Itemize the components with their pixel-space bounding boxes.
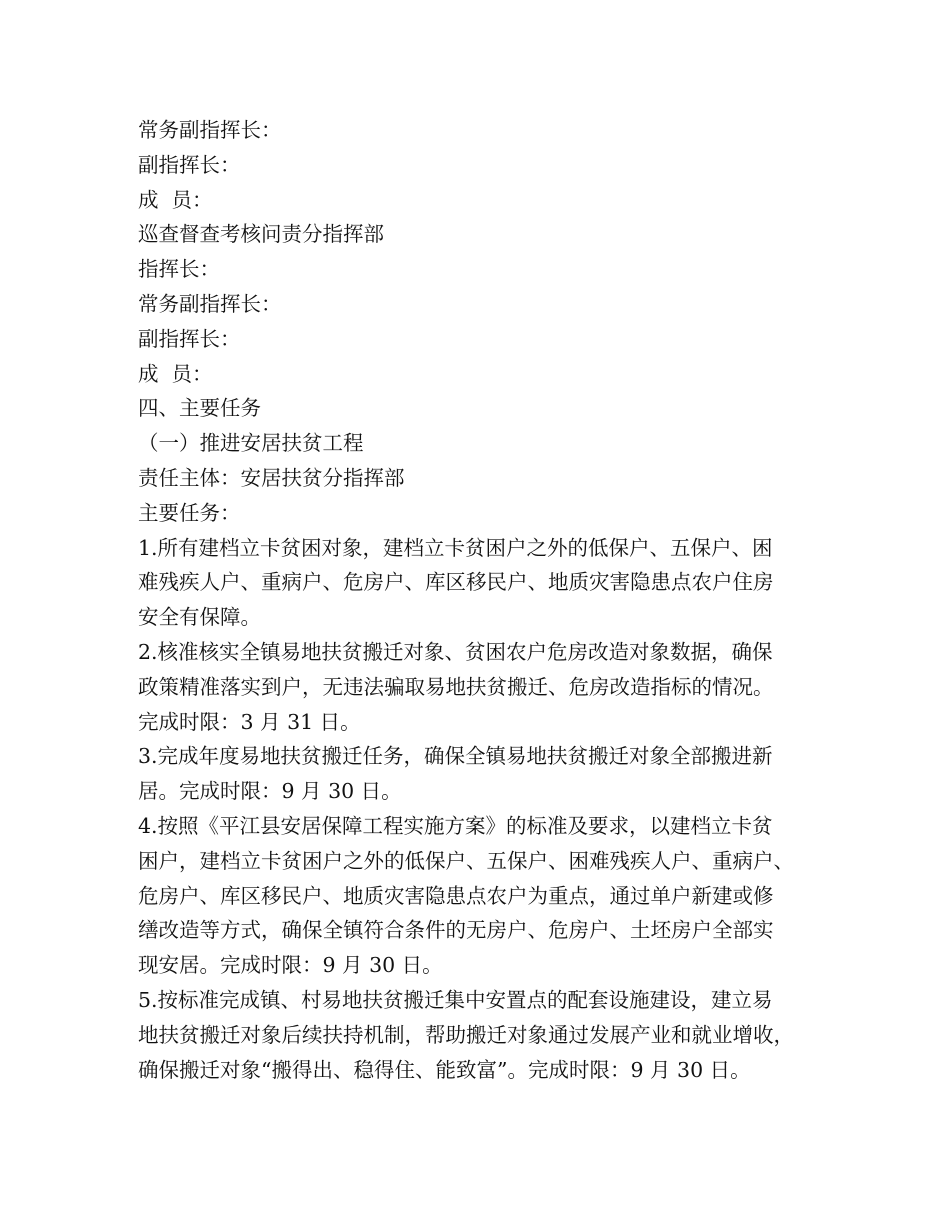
section-heading: 四、主要任务 xyxy=(138,396,261,421)
list-item-line: 地扶贫搬迁对象后续扶持机制，帮助搬迁对象通过发展产业和就业增收， xyxy=(138,1022,794,1047)
list-item-line: 完成时限：3 月 31 日。 xyxy=(138,709,361,734)
list-item-line: 2.核准核实全镇易地扶贫搬迁对象、贫困农户危房改造对象数据，确保 xyxy=(138,639,773,664)
text-line: 常务副指挥长： xyxy=(138,118,282,142)
list-item-line: 现安居。完成时限：9 月 30 日。 xyxy=(138,953,443,978)
list-item-line: 安全有保障。 xyxy=(138,605,261,630)
text-line: 主要任务： xyxy=(138,500,241,525)
list-item-line: 困户，建档立卡贫困户之外的低保户、五保户、困难残疾人户、重病户、 xyxy=(138,848,794,873)
text-line: 常务副指挥长： xyxy=(138,291,282,316)
list-item-line: 居。完成时限：9 月 30 日。 xyxy=(138,779,402,804)
text-line: 副指挥长： xyxy=(138,326,241,351)
list-item-line: 4.按照《平江县安居保障工程实施方案》的标准及要求，以建档立卡贫 xyxy=(138,813,773,838)
list-item-line: 缮改造等方式，确保全镇符合条件的无房户、危房户、土坯房户全部实 xyxy=(138,918,774,943)
list-item-line: 1.所有建档立卡贫困对象，建档立卡贫困户之外的低保户、五保户、困 xyxy=(138,535,773,560)
text-line: 成 员： xyxy=(138,187,213,212)
text-line: 副指挥长： xyxy=(138,152,241,177)
text-line: 责任主体：安居扶贫分指挥部 xyxy=(138,465,405,490)
subsection-heading: （一）推进安居扶贫工程 xyxy=(138,431,364,456)
list-item-line: 危房户、库区移民户、地质灾害隐患点农户为重点，通过单户新建或修 xyxy=(138,883,774,908)
list-item-line: 5.按标准完成镇、村易地扶贫搬迁集中安置点的配套设施建设，建立易 xyxy=(138,987,773,1012)
section-heading: 巡查督查考核问责分指挥部 xyxy=(138,222,384,247)
text-line: 成 员： xyxy=(138,361,213,386)
list-item-line: 确保搬迁对象“搬得出、稳得住、能致富”。完成时限：9 月 30 日。 xyxy=(138,1057,751,1082)
list-item-line: 政策精准落实到户，无违法骗取易地扶贫搬迁、危房改造指标的情况。 xyxy=(138,674,774,699)
list-item-line: 3.完成年度易地扶贫搬迁任务，确保全镇易地扶贫搬迁对象全部搬进新 xyxy=(138,744,773,769)
list-item-line: 难残疾人户、重病户、危房户、库区移民户、地质灾害隐患点农户住房 xyxy=(138,570,774,595)
text-line: 指挥长： xyxy=(138,257,220,282)
document-body xyxy=(138,113,828,1087)
